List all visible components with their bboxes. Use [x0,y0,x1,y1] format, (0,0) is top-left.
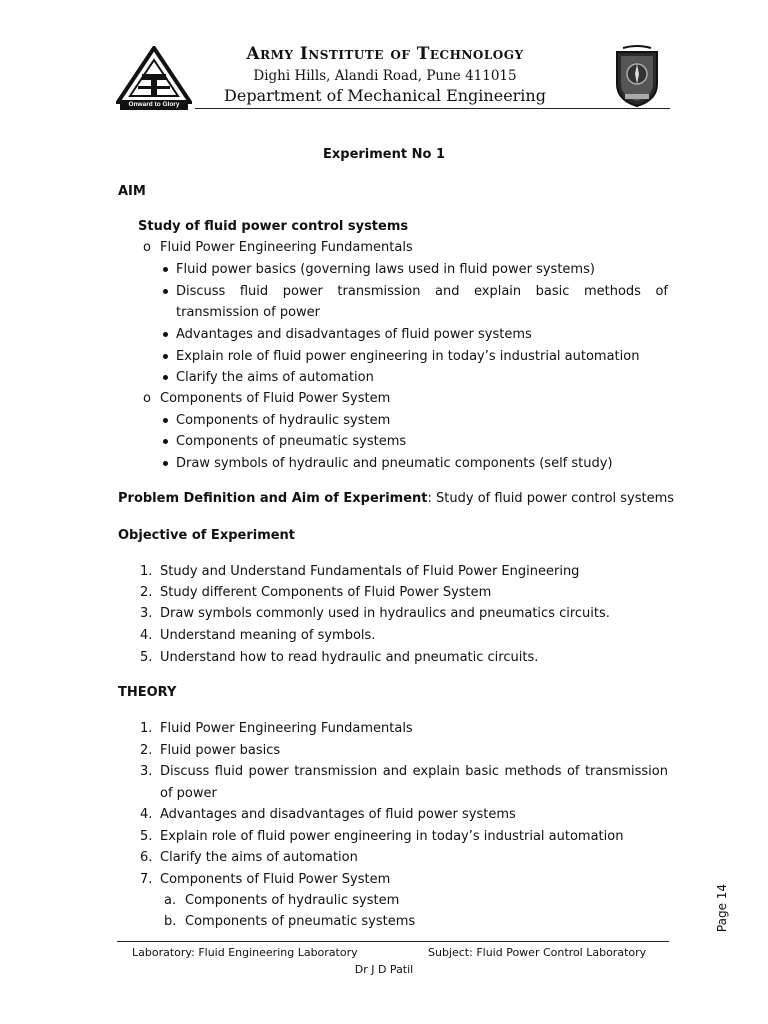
objective-item: Understand how to read hydraulic and pneumatic circuits. [160,650,539,665]
theory-heading: THEORY [118,685,177,700]
footer-subject: Subject: Fluid Power Control Laboratory [428,946,647,959]
list-number: 4. [140,807,153,822]
list-number: 1. [140,564,153,579]
footer-laboratory: Laboratory: Fluid Engineering Laboratory [132,946,358,959]
aim-group-label: Fluid Power Engineering Fundamentals [160,240,413,255]
objective-item: Understand meaning of symbols. [160,628,376,643]
crest-logo [611,44,663,108]
bullet-icon [163,418,168,423]
theory-item: Fluid Power Engineering Fundamentals [160,721,413,736]
department-name: Department of Mechanical Engineering [224,86,546,105]
bullet-icon [163,332,168,337]
theory-item: Explain role of fluid power engineering in today’s industrial automation [160,829,624,844]
footer-author: Dr J D Patil [354,963,414,976]
list-number: 6. [140,850,153,865]
list-number: 4. [140,628,153,643]
institute-name: Army Institute of Technology [246,44,524,64]
list-item: Discuss fluid power transmission and explain basic methods of [176,284,668,299]
theory-item: Discuss fluid power transmission and explain basic methods of transmission [160,764,668,779]
bullet-icon [163,439,168,444]
list-marker: o [143,391,151,406]
bullet-icon [163,354,168,359]
objective-item: Study and Understand Fundamentals of Fluid Power Engineering [160,564,580,579]
aim-group-label: Components of Fluid Power System [160,391,391,406]
theory-item: Advantages and disadvantages of fluid power systems [160,807,516,822]
list-number: 2. [140,585,153,600]
list-item: Draw symbols of hydraulic and pneumatic components (self study) [176,456,613,471]
problem-definition-text: : Study of fluid power control systems [427,491,675,506]
list-item: Components of pneumatic systems [176,434,407,449]
triangle-emblem-icon [116,46,192,104]
list-item: Clarify the aims of automation [176,370,374,385]
theory-sub-item: Components of pneumatic systems [185,914,416,929]
list-item: Explain role of fluid power engineering in today’s industrial automation [176,349,640,364]
list-number: 5. [140,829,153,844]
problem-definition-label: Problem Definition and Aim of Experiment [118,491,428,506]
logo-caption: Onward to Glory [120,100,188,110]
institute-address: Dighi Hills, Alandi Road, Pune 411015 [253,68,517,84]
objective-item: Draw symbols commonly used in hydraulics and pneumatics circuits. [160,606,610,621]
list-number: 1. [140,721,153,736]
objective-heading: Objective of Experiment [118,528,296,543]
institute-logo [116,46,192,112]
bullet-icon [163,289,168,294]
aim-heading: AIM [118,184,146,199]
theory-item: Components of Fluid Power System [160,872,391,887]
page-number: Page 14 [715,883,729,933]
list-number: 2. [140,743,153,758]
theory-item: Fluid power basics [160,743,281,758]
list-item-continuation: transmission of power [176,305,321,320]
theory-item-continuation: of power [160,786,217,801]
list-number: 3. [140,764,153,779]
bullet-icon [163,375,168,380]
header-divider [195,108,670,109]
list-number: 7. [140,872,153,887]
experiment-title: Experiment No 1 [323,147,445,162]
list-item: Components of hydraulic system [176,413,391,428]
list-item: Fluid power basics (governing laws used in fluid power systems) [176,262,595,277]
footer-divider [117,941,669,942]
list-item: Advantages and disadvantages of fluid power systems [176,327,532,342]
list-number: 5. [140,650,153,665]
list-number: 3. [140,606,153,621]
aim-subheading: Study of fluid power control systems [138,219,409,234]
theory-item: Clarify the aims of automation [160,850,358,865]
problem-definition [118,491,674,507]
objective-item: Study different Components of Fluid Power System [160,585,492,600]
bullet-icon [163,461,168,466]
bullet-icon [163,267,168,272]
crest-emblem-icon [611,44,663,108]
theory-sub-item: Components of hydraulic system [185,893,400,908]
list-marker: o [143,240,151,255]
sub-list-marker: b. [164,914,177,929]
sub-list-marker: a. [164,893,177,908]
